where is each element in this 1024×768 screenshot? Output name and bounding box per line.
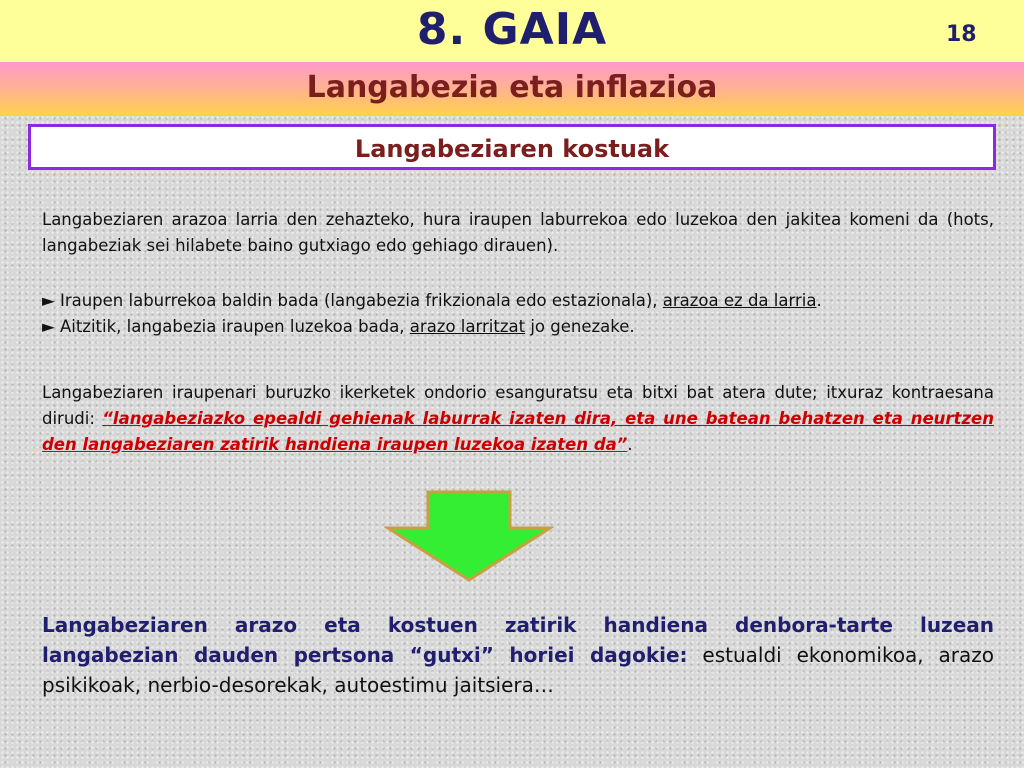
research-tail: . xyxy=(627,435,633,454)
slide-title: 8. GAIA xyxy=(416,4,608,55)
bullet-marker-icon: ► xyxy=(42,291,55,310)
bullet-text: Aitzitik, langabezia iraupen luzekoa bada, xyxy=(54,317,410,336)
bullet-item xyxy=(42,288,994,314)
research-paragraph xyxy=(42,380,994,458)
bullet-tail: jo genezake. xyxy=(525,317,635,336)
bullet-emphasis: arazo larritzat xyxy=(409,317,526,336)
slide-subtitle: Langabezia eta inflazioa xyxy=(306,70,718,105)
research-text: Langabeziaren iraupenari buruzko ikerketek ondorio esanguratsu eta bitxi bat atera dute; itxuraz kontraesana dirudi: xyxy=(42,383,994,428)
research-quote: “langabeziazko epealdi gehienak laburrak izaten dira, eta une batean behatzen eta neurtzen den langabeziaren zatirik handiena iraupen luzekoa izaten da” xyxy=(42,409,994,454)
bullet-list xyxy=(42,288,994,340)
conclusion-rest: estualdi ekonomikoa, arazo psikikoak, nerbio-desorekak, autoestimu jaitsiera… xyxy=(42,643,994,697)
bullet-item xyxy=(42,314,994,340)
bullet-text: Iraupen laburrekoa baldin bada (langabezia frikzionala edo estazionala), xyxy=(54,291,663,310)
section-title-box xyxy=(28,124,996,170)
conclusion-paragraph xyxy=(42,610,994,700)
bullet-emphasis: arazoa ez da larria xyxy=(662,291,817,310)
bullet-tail: . xyxy=(816,291,822,310)
down-arrow-shape xyxy=(388,492,550,580)
section-title: Langabeziaren kostuak xyxy=(354,135,670,163)
bullet-marker-icon: ► xyxy=(42,317,55,336)
page-number: 18 xyxy=(946,22,977,47)
conclusion-bold: Langabeziaren arazo eta kostuen zatirik handiena denbora-tarte luzean langabezian dauden pertsona “gutxi” horiei dagokie: xyxy=(42,613,994,667)
down-arrow-icon xyxy=(384,490,554,582)
intro-paragraph: Langabeziaren arazoa larria den zehazteko, hura iraupen laburrekoa edo luzekoa den jakitea komeni da (hots, langabeziak sei hilabete baino gutxiago edo gehiago dirauen). xyxy=(42,210,994,255)
